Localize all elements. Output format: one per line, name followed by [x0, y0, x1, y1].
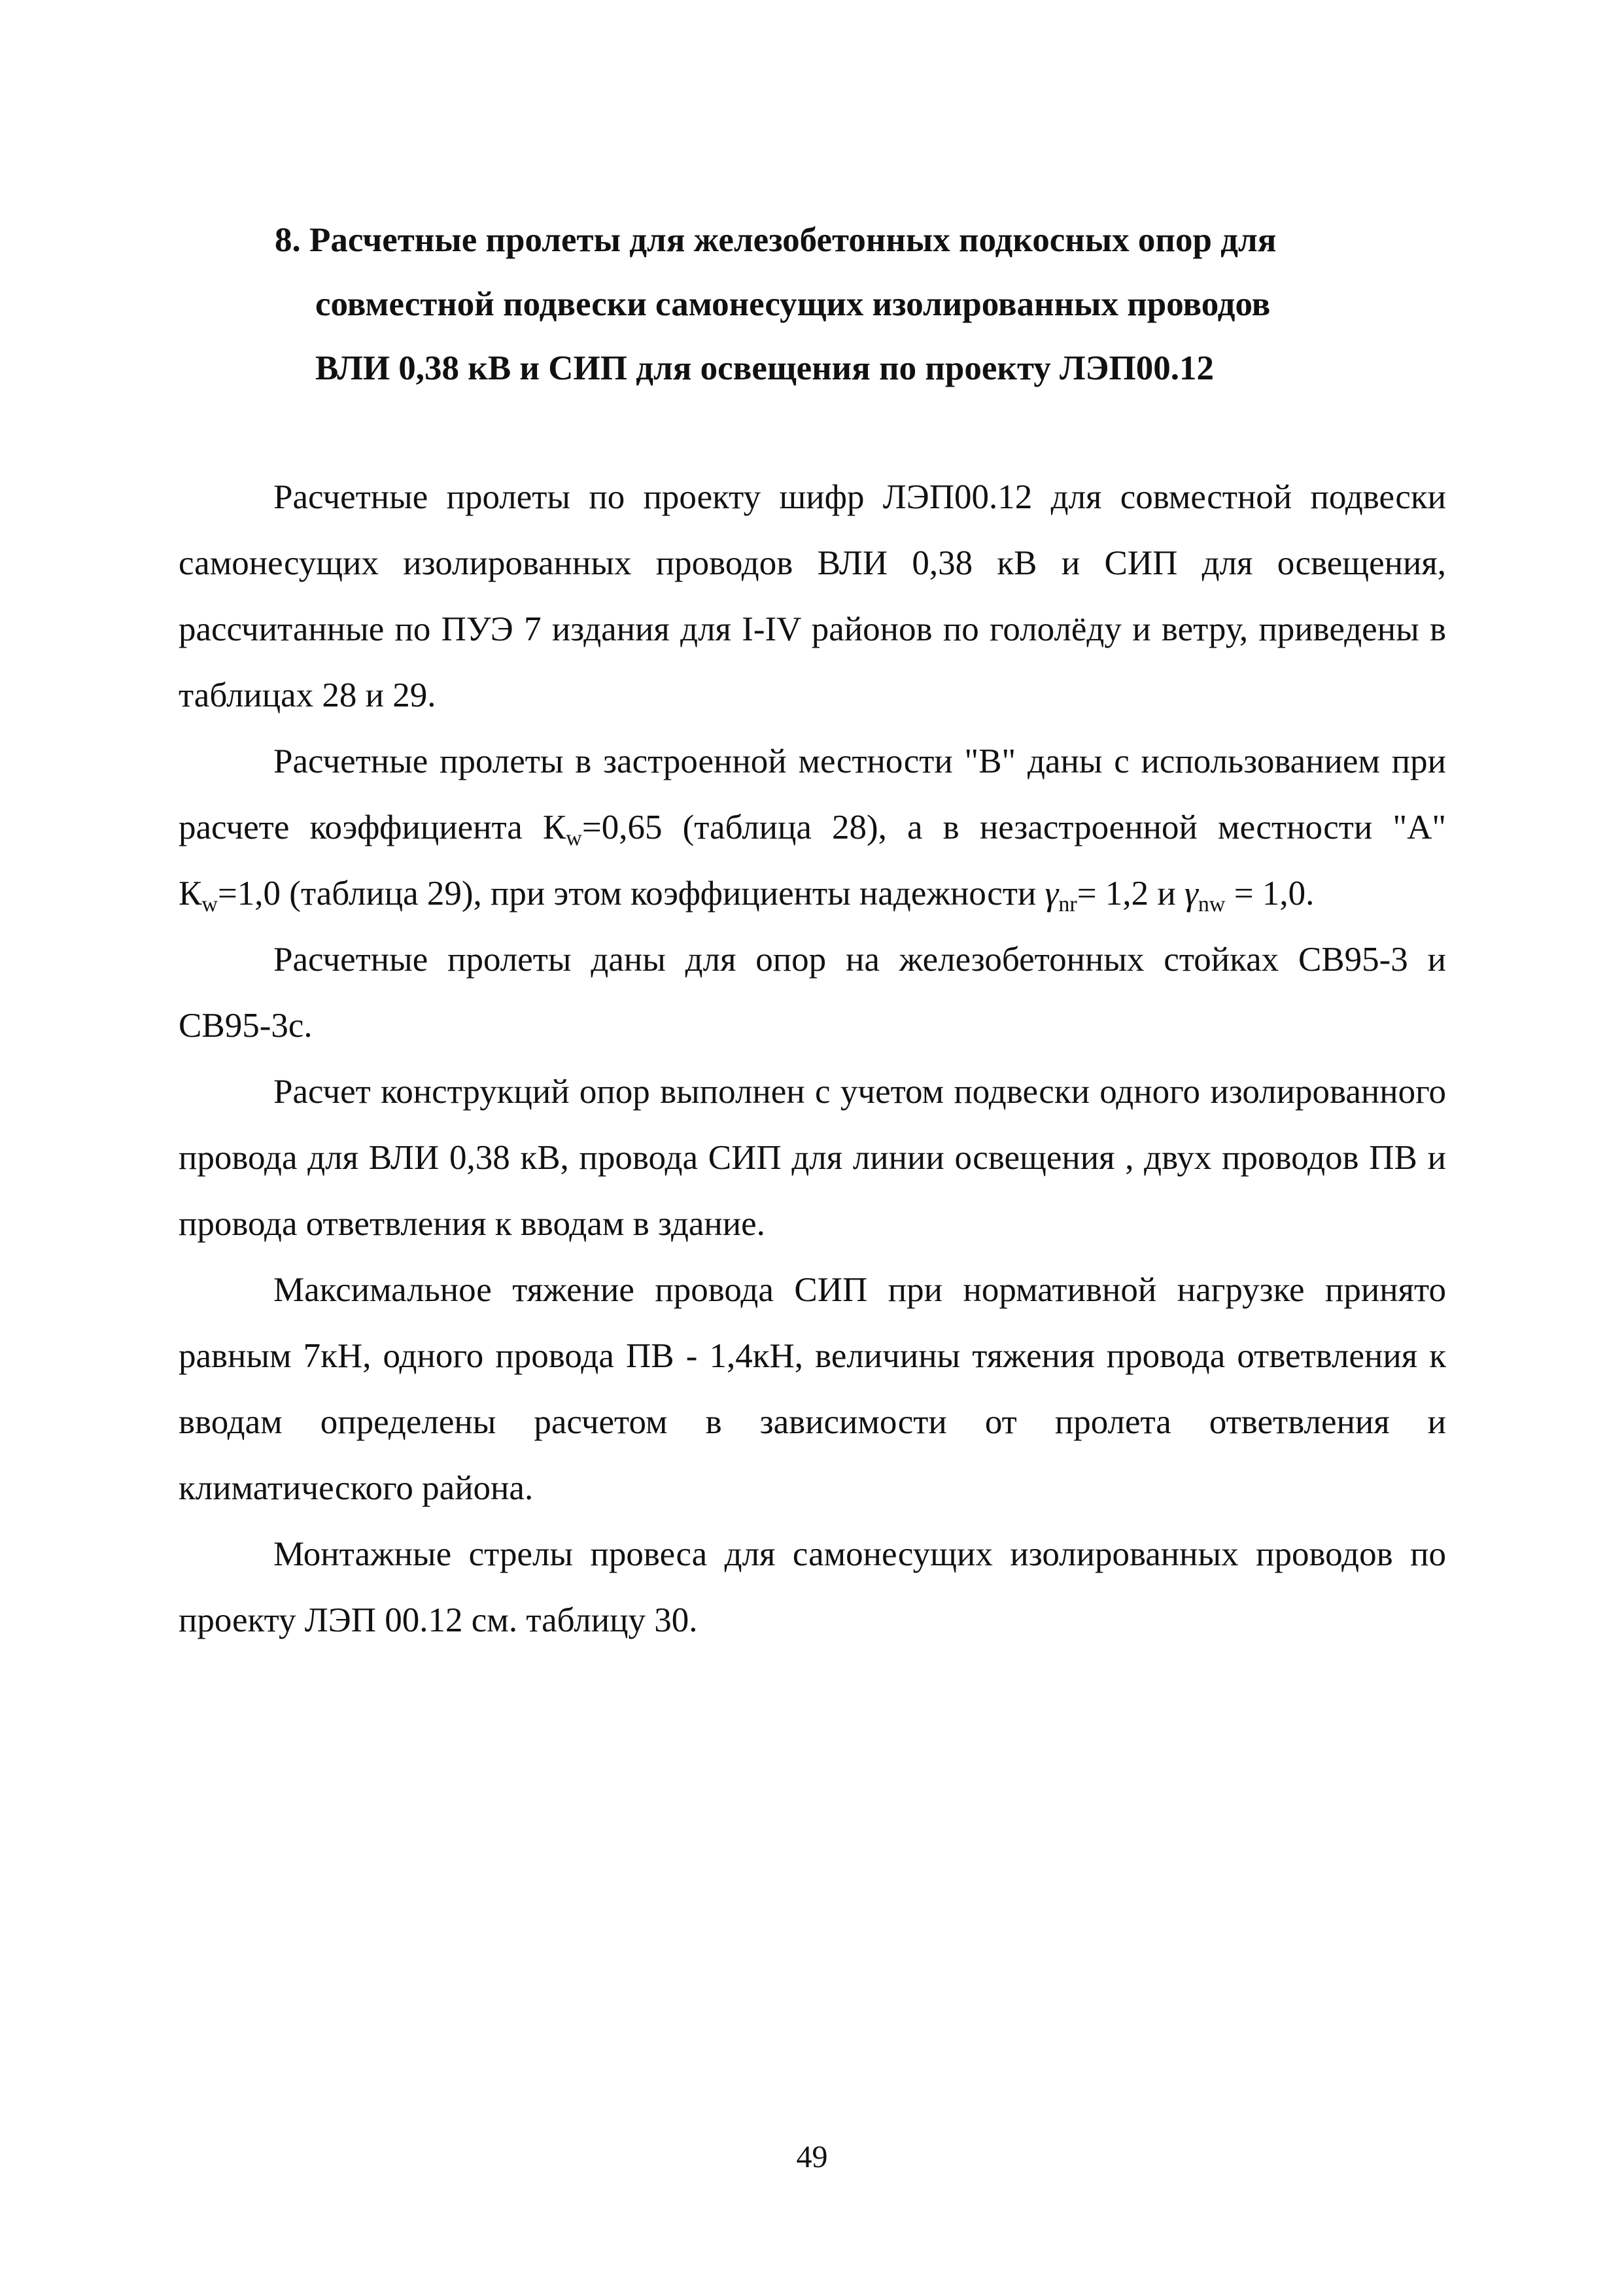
paragraph-construction: Расчет конструкций опор выполнен с учетом подвески одного изолированного провода для ВЛИ 0,38 кВ, провода СИП для линии освещения , двух проводов ПВ и провода ответвления к вводам в здание.: [179, 1073, 1446, 1243]
gamma-subscript-2: nw: [1198, 892, 1226, 916]
section-heading: [275, 208, 1452, 400]
heading-line-3: ВЛИ 0,38 кВ и СИП для освещения по проекту ЛЭП00.12: [315, 349, 1214, 387]
gamma-subscript-1: nr: [1058, 892, 1077, 916]
paragraph-spans-intro: Расчетные пролеты по проекту шифр ЛЭП00.12 для совместной подвески самонесущих изолированных проводов ВЛИ 0,38 кВ и СИП для освещения, рассчитанные по ПУЭ 7 издания для I-IV районов по гололёду и ветру, приведены в таблицах 28 и 29.: [179, 478, 1446, 714]
p2-text-2: =0,65 (таблица 28), а в незастроенной местности "А" К: [179, 809, 1446, 913]
kw-subscript-2: w: [201, 892, 218, 916]
heading-line-1: 8. Расчетные пролеты для железобетонных подкосных опор для: [275, 221, 1277, 259]
paragraph-poles: Расчетные пролеты даны для опор на железобетонных стойках СВ95-3 и СВ95-3с.: [179, 941, 1446, 1045]
gamma-symbol-1: γ: [1045, 875, 1059, 913]
paragraph-sag: Монтажные стрелы провеса для самонесущих изолированных проводов по проекту ЛЭП 00.12 см. таблицу 30.: [179, 1535, 1446, 1639]
gamma-symbol-2: γ: [1184, 875, 1198, 913]
paragraph-coefficients: [179, 729, 1446, 927]
p2-text-4: = 1,2 и: [1077, 875, 1184, 913]
paragraph-tension: Максимальное тяжение провода СИП при нормативной нагрузке принято равным 7кН, одного провода ПВ - 1,4кН, величины тяжения провода ответвления к вводам определены расчетом в зависимости от пролета ответвления и климатического района.: [179, 1271, 1446, 1507]
p2-text-5: = 1,0.: [1225, 875, 1315, 913]
document-body: [179, 464, 1446, 1654]
kw-subscript-1: w: [566, 826, 582, 850]
page-number: 49: [796, 2140, 828, 2174]
heading-line-2: совместной подвески самонесущих изолированных проводов: [315, 285, 1271, 323]
p2-text-3: =1,0 (таблица 29), при этом коэффициенты надежности: [217, 875, 1045, 913]
p2-text-1: Расчетные пролеты в застроенной местности "В" даны с использованием при расчете коэффициента К: [179, 742, 1446, 846]
